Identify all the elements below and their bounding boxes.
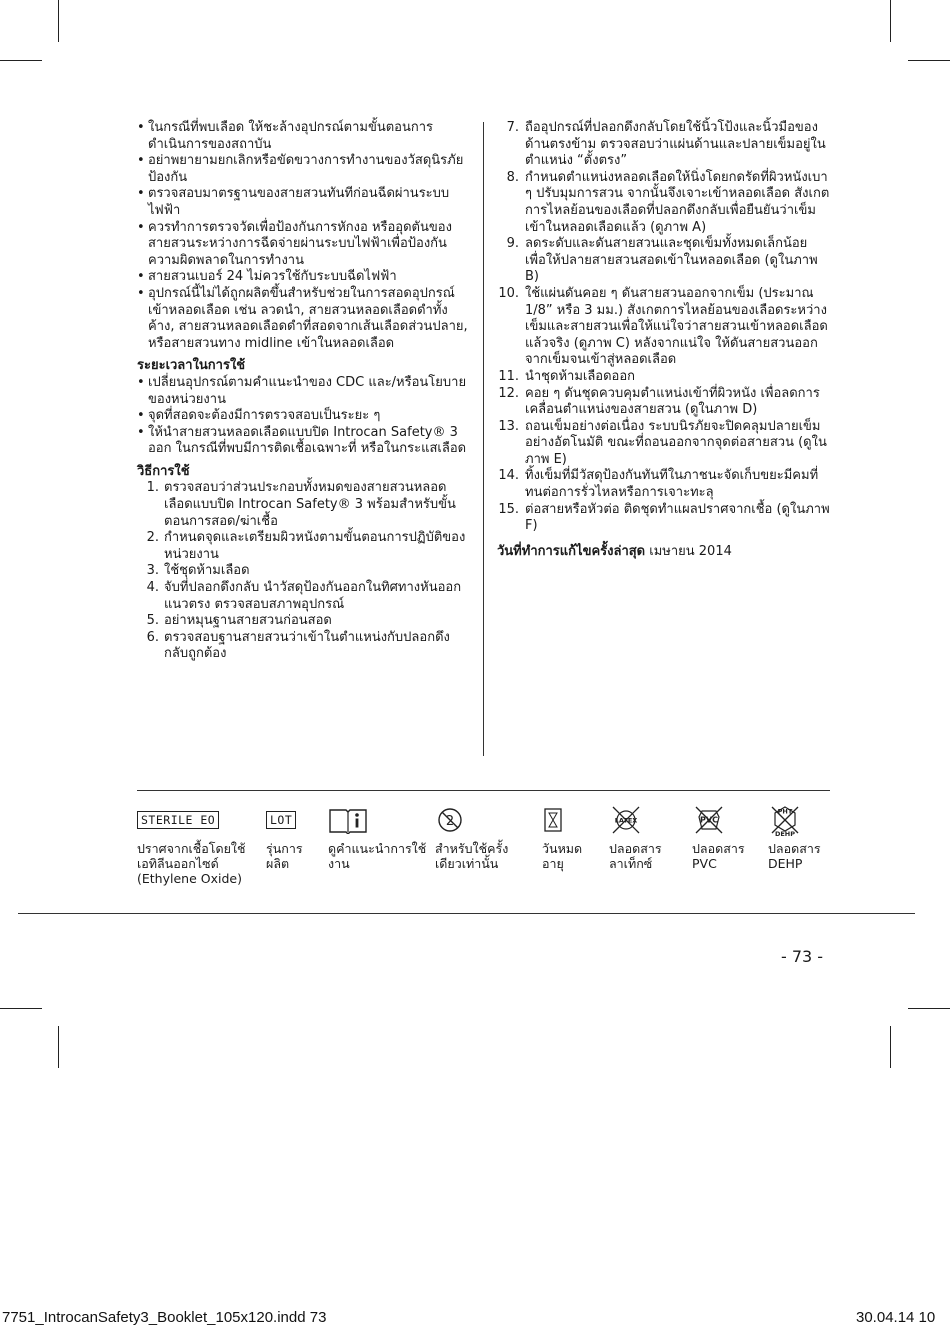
list-item: • ในกรณีที่พบเลือด ให้ชะล้างอุปกรณ์ตามขั้นตอนการดำเนินการของสถาบัน	[137, 120, 470, 153]
symbol-caption: วันหมดอายุ	[542, 841, 583, 871]
list-item	[497, 170, 830, 236]
revision-value: เมษายน 2014	[649, 543, 732, 559]
step-number: 14.	[498, 468, 519, 484]
list-item: • ให้นำสายสวนหลอดเลือดแบบปิด Introcan Safety® 3 ออก ในกรณีที่พบมีการติดเชื้อเฉพาะที่ หรือในกระแสเลือด	[137, 425, 470, 458]
step-text: คอย ๆ ดันชุดควบคุมตำแหน่งเข้าที่ผิวหนัง เพื่อลดการเคลื่อนตำแหน่งของสายสวน (ดูในภาพ D)	[525, 385, 820, 418]
step-number: 11.	[498, 368, 519, 384]
step-number: 8.	[506, 169, 519, 185]
right-column	[497, 120, 830, 560]
usage-steps-left	[137, 480, 470, 663]
list-item	[497, 236, 830, 286]
symbol-expiry	[542, 803, 602, 871]
crop-mark	[0, 1008, 42, 1009]
revision-label: วันที่ทำการแก้ไขครั้งล่าสุด	[497, 543, 646, 559]
list-item	[497, 286, 830, 369]
symbol-caption: สำหรับใช้ครั้งเดียวเท่านั้น	[435, 841, 509, 871]
step-text: ลดระดับและดันสายสวนและชุดเข็มทั้งหมดเล็กน้อย เพื่อให้ปลายสายสวนสอดเข้าในหลอดเลือด (ดูในภาพ B)	[525, 236, 818, 285]
step-text: ทิ้งเข็มที่มีวัสดุป้องกันทันทีในภาชนะจัดเก็บขยะมีคมที่ทนต่อการรั่วไหลหรือการเจาะทะลุ	[525, 468, 819, 501]
symbol-dehp-free	[768, 803, 838, 871]
caption-sub: DEHP	[768, 856, 803, 871]
list-item	[137, 563, 470, 580]
crop-mark	[0, 60, 42, 61]
symbol-caption: รุ่นการผลิต	[266, 841, 303, 871]
latex-free-icon	[609, 803, 643, 837]
step-number: 10.	[498, 285, 519, 301]
caption-sub: PVC	[692, 856, 717, 871]
svg-text:PHT: PHT	[777, 807, 793, 816]
step-text: จับที่ปลอกดึงกลับ นำวัสดุป้องกันออกในทิศทางหันออกแนวตรง ตรวจสอบสภาพอุปกรณ์	[164, 580, 462, 612]
step-text: กำหนดจุดและเตรียมผิวหนังตามขั้นตอนการปฏิบัติของหน่วยงาน	[164, 530, 466, 562]
page-number: - 73 -	[781, 947, 824, 966]
usage-heading: วิธีการใช้	[137, 463, 190, 479]
crop-mark	[58, 0, 59, 42]
svg-text:LATEX: LATEX	[614, 816, 638, 825]
list-item: • ควรทำการตรวจวัดเพื่อป้องกันการหักงอ หรืออุดตันของสายสวนระหว่างการฉีดจ่ายผ่านระบบไฟฟ้าเพื่อป้องกันความผิดพลาดในการทำงาน	[137, 220, 470, 270]
symbol-caption: ปลอดสารลาเท็กซ์	[609, 841, 662, 871]
svg-text:PVC: PVC	[700, 815, 718, 825]
column-divider	[483, 122, 484, 756]
step-number: 12.	[498, 385, 519, 401]
step-text: ตรวจสอบฐานสายสวนว่าเข้าในตำแหน่งกับปลอกดึงกลับถูกต้อง	[164, 629, 450, 662]
symbol-caption	[692, 841, 762, 871]
step-text: ใช้ชุดห้ามเลือด	[164, 563, 250, 579]
list-item: • เปลี่ยนอุปกรณ์ตามคำแนะนำของ CDC และ/หรือนโยบายของหน่วยงาน	[137, 375, 470, 408]
list-item	[137, 580, 470, 613]
symbol-caption: ดูคำแนะนำการใช้งาน	[328, 841, 427, 871]
list-item: • ตรวจสอบมาตรฐานของสายสวนทันทีก่อนฉีดผ่านระบบไฟฟ้า	[137, 186, 470, 219]
list-item: • จุดที่สอดจะต้องมีการตรวจสอบเป็นระยะ ๆ	[137, 408, 470, 425]
svg-text:2: 2	[445, 814, 455, 829]
svg-text:DEHP: DEHP	[774, 830, 796, 837]
step-text: ตรวจสอบว่าส่วนประกอบทั้งหมดของสายสวนหลอดเลือดแบบปิด Introcan Safety® 3 พร้อมสำหรับขั้นตอนการสอด/ฆ่าเชื้อ	[164, 480, 456, 529]
list-item: • อย่าพยายามยกเลิกหรือขัดขวางการทำงานของวัสดุนิรภัยป้องกัน	[137, 153, 470, 186]
revision-date	[497, 544, 830, 561]
step-number: 4.	[146, 580, 159, 596]
symbol-lot	[266, 803, 322, 871]
list-item	[137, 530, 470, 563]
step-text: ถืออุปกรณ์ที่ปลอกดึงกลับโดยใช้นิ้วโป้งและนิ้วมือของด้านตรงข้าม ตรวจสอบว่าแผ่นด้านและปลายเข็มอยู่ในตำแหน่ง “ตั้งตรง”	[525, 120, 826, 169]
list-item	[137, 630, 470, 663]
warning-list	[137, 120, 470, 352]
footer-date: 30.04.14 10	[856, 1309, 936, 1326]
step-text: ใช้แผ่นดันคอย ๆ ดันสายสวนออกจากเข็ม (ประมาณ 1/8” หรือ 3 มม.) สังเกตการไหลย้อนของเลือดระหว่างเข็มและสายสวนเพื่อให้แน่ใจว่าสายสวนเข้าหลอดเลือดแล้วจริง (ดูภาพ C) หลังจากแน่ใจ ให้ดันสายสวนออกจากเข็มจนเข้าสู่หลอดเลือด	[525, 285, 828, 368]
step-number: 13.	[498, 418, 519, 434]
list-item	[497, 369, 830, 386]
step-number: 9.	[506, 236, 519, 252]
list-item	[497, 386, 830, 419]
step-number: 7.	[506, 120, 519, 135]
list-item	[497, 468, 830, 501]
sterile-eo-icon: STERILE EO	[137, 811, 219, 829]
symbol-pvc-free	[692, 803, 762, 871]
symbol-caption: ปราศจากเชื้อโดยใช้เอทิลีนออกไซด์ (Ethylene Oxide)	[137, 841, 246, 886]
lot-icon: LOT	[266, 811, 296, 829]
hourglass-icon	[542, 806, 564, 834]
symbol-sterile-eo	[137, 803, 262, 886]
step-number: 15.	[498, 501, 519, 517]
page-bottom-rule	[18, 913, 915, 914]
symbol-latex-free	[609, 803, 684, 871]
step-number: 5.	[146, 613, 159, 629]
crop-mark	[890, 0, 891, 42]
list-item	[137, 613, 470, 630]
step-text: อย่าหมุนฐานสายสวนก่อนสอด	[164, 613, 332, 629]
step-number: 3.	[146, 563, 159, 579]
caption-main: ปลอดสาร	[692, 841, 745, 856]
list-item: • อุปกรณ์นี้ไม่ได้ถูกผลิตขึ้นสำหรับช่วยในการสอดอุปกรณ์เข้าหลอดเลือด เช่น ลวดนำ, สายสวนหลอดเลือดดำทั้งค้าง, สายสวนหลอดเลือดดำที่สอดจากเส้นเลือดส่วนปลาย, หรือสายสวนทาง midline เข้าในหลอดเลือด	[137, 286, 470, 352]
step-text: ต่อสายหรือหัวต่อ ติดชุดทำแผลปราศจากเชื้อ (ดูในภาพ F)	[525, 501, 830, 534]
dehp-free-icon	[768, 803, 802, 837]
step-text: กำหนดตำแหน่งหลอดเลือดให้นิ่งโดยกดรัดที่ผิวหนังเบา ๆ ปรับมุมการสวน จากนั้นจึงเจาะเข้าหลอดเลือด สังเกตการไหลย้อนของเลือดที่ปลอกดึงกลับเพื่อยืนยันว่าเข็มเข้าในหลอดเลือดแล้ว (ดูภาพ A)	[525, 169, 830, 235]
step-text: นำชุดห้ามเลือดออก	[525, 368, 636, 384]
symbol-single-use	[435, 803, 535, 871]
usage-steps-right	[497, 120, 830, 535]
do-not-reuse-icon	[435, 805, 465, 835]
footer-file-info: 7751_IntrocanSafety3_Booklet_105x120.indd 73	[2, 1309, 327, 1326]
left-column	[137, 120, 470, 663]
crop-mark	[890, 1026, 891, 1068]
pvc-free-icon	[692, 803, 726, 837]
symbol-caption	[768, 841, 838, 871]
symbol-ifu	[328, 803, 430, 871]
book-info-icon	[328, 806, 368, 834]
list-item	[137, 480, 470, 530]
duration-heading: ระยะเวลาในการใช้	[137, 358, 246, 374]
duration-list	[137, 375, 470, 458]
crop-mark	[58, 1026, 59, 1068]
list-item: • สายสวนเบอร์ 24 ไม่ควรใช้กับระบบฉีดไฟฟ้า	[137, 269, 470, 286]
list-item	[497, 120, 830, 170]
list-item	[497, 419, 830, 469]
step-number: 2.	[146, 530, 159, 546]
step-number: 6.	[146, 629, 159, 645]
step-number: 1.	[146, 480, 159, 496]
caption-main: ปลอดสาร	[768, 841, 821, 856]
crop-mark	[908, 60, 950, 61]
symbols-top-rule	[137, 790, 830, 791]
crop-mark	[908, 1008, 950, 1009]
list-item	[497, 502, 830, 535]
step-text: ถอนเข็มอย่างต่อเนื่อง ระบบนิรภัยจะปิดคลุมปลายเข็มอย่างอัตโนมัติ ขณะที่ถอนออกจากจุดต่อสายสวน (ดูในภาพ E)	[525, 418, 827, 467]
